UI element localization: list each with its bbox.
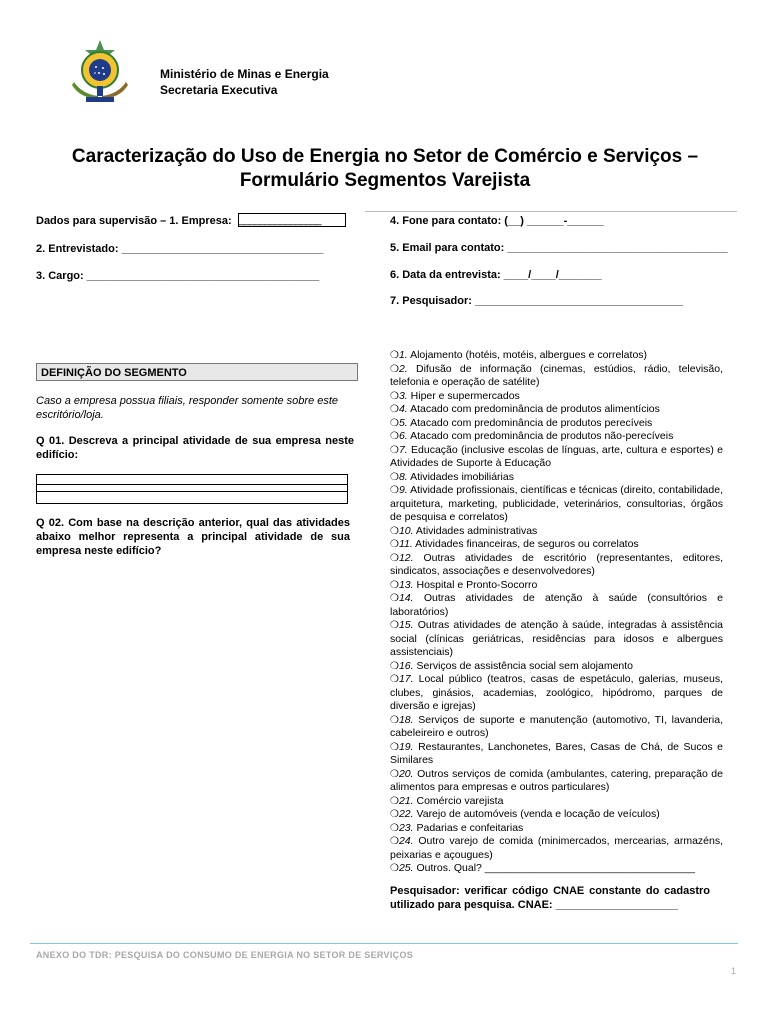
option-label: Atividades imobiliárias xyxy=(410,470,514,483)
activity-option[interactable] xyxy=(390,822,723,836)
radio-circle-icon[interactable]: ❍ xyxy=(390,741,399,753)
option-label: Educação (inclusive escolas de línguas, arte, cultura e esportes) e Atividades de Suporte à Educação xyxy=(390,443,723,469)
radio-circle-icon[interactable]: ❍ xyxy=(390,417,399,429)
radio-circle-icon[interactable]: ❍ xyxy=(390,539,399,550)
radio-circle-icon[interactable]: ❍ xyxy=(390,836,399,847)
radio-circle-icon[interactable]: ❍ xyxy=(390,444,399,456)
option-label: Atacado com predominância de produtos alimentícios xyxy=(410,403,660,415)
option-number: 11. xyxy=(398,538,413,550)
radio-circle-icon[interactable]: ❍ xyxy=(390,552,399,564)
pesquisador-field[interactable]: 7. Pesquisador: __________________________________ xyxy=(390,295,683,307)
answer-line xyxy=(37,491,347,492)
secretariat-name: Secretaria Executiva xyxy=(160,83,278,97)
activity-option[interactable] xyxy=(390,835,723,862)
radio-circle-icon[interactable]: ❍ xyxy=(390,674,399,685)
fone-field[interactable]: 4. Fone para contato: (__) ______-______ xyxy=(390,215,604,227)
title-line-1: Caracterização do Uso de Energia no Setor de Comércio e Serviços – xyxy=(71,146,699,167)
option-label: Difusão de informação (cinemas, estúdios, rádio, televisão, telefonia e operação de satélite) xyxy=(390,362,724,388)
option-number: 15. xyxy=(398,619,414,631)
option-label: Alojamento (hotéis, motéis, albergues e correlatos) xyxy=(410,349,648,361)
option-label: Varejo de automóveis (venda e locação de veículos) xyxy=(416,808,660,820)
option-number: 16. xyxy=(398,659,414,672)
option-label: Atacado com predominância de produtos não-perecíveis xyxy=(410,430,674,442)
activity-option[interactable] xyxy=(390,660,723,674)
option-label: Atividade profissionais, científicas e técnicas (direito, contabilidade, arquitetura, marketing, publicidade, veterinários, consultorias, órgãos de pesquisa e correlatos) xyxy=(390,484,723,523)
option-number: 12. xyxy=(398,551,414,564)
option-number: 23. xyxy=(398,821,414,834)
radio-circle-icon[interactable]: ❍ xyxy=(390,525,399,537)
activity-option[interactable] xyxy=(390,552,723,579)
ministry-header xyxy=(160,66,329,98)
option-number: 22. xyxy=(398,808,414,820)
option-label: Outras atividades de atenção à saúde (consultórios e laboratórios) xyxy=(390,592,723,618)
activity-option[interactable] xyxy=(390,484,723,525)
empresa-label: Dados para supervisão – 1. Empresa: xyxy=(36,214,232,227)
activity-option[interactable] xyxy=(390,538,723,552)
option-label: Serviços de assistência social sem alojamento xyxy=(416,659,634,672)
radio-circle-icon[interactable]: ❍ xyxy=(390,350,399,361)
radio-circle-icon[interactable]: ❍ xyxy=(390,404,399,415)
activity-option[interactable] xyxy=(390,363,723,390)
option-number: 1. xyxy=(398,349,408,361)
activity-option[interactable] xyxy=(390,430,723,444)
footer-text: ANEXO DO TDR: PESQUISA DO CONSUMO DE ENERGIA NO SETOR DE SERVIÇOS xyxy=(36,950,414,960)
segment-note: Caso a empresa possua filiais, responder somente sobre este escritório/loja. xyxy=(36,395,339,421)
footer-rule xyxy=(30,943,738,944)
radio-circle-icon[interactable]: ❍ xyxy=(390,795,399,807)
option-label: Hiper e supermercados xyxy=(410,389,520,402)
ministry-name: Ministério de Minas e Energia xyxy=(160,67,329,81)
option-label: Outras atividades de atenção à saúde, integradas à assistência social (clínicas geriátricas, residências para idosos e albergues assistenciais) xyxy=(390,619,723,658)
option-label: Hospital e Pronto-Socorro xyxy=(416,578,538,591)
option-number: 21. xyxy=(398,794,414,807)
option-number: 19. xyxy=(398,740,414,753)
radio-circle-icon[interactable]: ❍ xyxy=(390,390,399,402)
activity-option[interactable] xyxy=(390,768,723,795)
empresa-input[interactable] xyxy=(238,213,346,227)
option-number: 8. xyxy=(398,470,408,483)
page-title xyxy=(30,145,740,193)
coat-of-arms-logo xyxy=(68,38,132,104)
answer-line xyxy=(37,484,347,485)
activity-option[interactable] xyxy=(390,862,723,876)
activity-option[interactable] xyxy=(390,525,723,539)
activity-option[interactable] xyxy=(390,741,723,768)
radio-circle-icon[interactable]: ❍ xyxy=(390,471,399,483)
activity-option[interactable] xyxy=(390,808,723,822)
activity-option[interactable] xyxy=(390,795,723,809)
option-label: Serviços de suporte e manutenção (automotivo, TI, lavanderia, cabeleireiro e outros) xyxy=(390,713,723,739)
option-number: 2. xyxy=(398,362,408,375)
option-number: 25. xyxy=(398,862,414,874)
activity-option[interactable] xyxy=(390,673,723,714)
option-number: 13. xyxy=(398,578,414,591)
question-q01: Q 01. Descreva a principal atividade de sua empresa neste edifício: xyxy=(36,435,354,461)
activity-option[interactable] xyxy=(390,390,723,404)
empresa-field xyxy=(36,214,346,228)
radio-circle-icon[interactable]: ❍ xyxy=(390,431,399,442)
radio-circle-icon[interactable]: ❍ xyxy=(390,863,399,874)
option-label: Atividades financeiras, de seguros ou correlatos xyxy=(415,538,639,550)
option-number: 20. xyxy=(398,767,414,780)
activity-option[interactable] xyxy=(390,403,723,417)
option-label: Comércio varejista xyxy=(416,794,504,807)
option-label: Outros serviços de comida (ambulantes, catering, preparação de alimentos para empresas e outros particulares) xyxy=(390,767,723,793)
title-line-2: Formulário Segmentos Varejista xyxy=(239,170,531,191)
option-number: 18. xyxy=(398,713,414,726)
radio-circle-icon[interactable]: ❍ xyxy=(390,714,399,726)
radio-circle-icon[interactable]: ❍ xyxy=(390,620,399,631)
option-label: Padarias e confeitarias xyxy=(416,821,524,834)
option-number: 7. xyxy=(398,443,408,456)
option-number: 17. xyxy=(398,673,414,685)
option-number: 14. xyxy=(398,592,414,604)
radio-circle-icon[interactable]: ❍ xyxy=(390,579,399,591)
section-rule xyxy=(365,211,737,212)
radio-circle-icon[interactable]: ❍ xyxy=(390,485,399,496)
radio-circle-icon[interactable]: ❍ xyxy=(390,768,399,780)
option-label: Atividades administrativas xyxy=(415,524,538,537)
activity-option[interactable] xyxy=(390,714,723,741)
radio-circle-icon[interactable]: ❍ xyxy=(390,593,399,604)
activity-option[interactable] xyxy=(390,444,723,471)
radio-circle-icon[interactable]: ❍ xyxy=(390,660,399,672)
option-number: 4. xyxy=(398,403,408,415)
pesquisador-cnae-note: Pesquisador: verificar código CNAE constante do cadastro utilizado para pesquisa. CNAE: ____________________ xyxy=(390,885,710,911)
activity-option[interactable] xyxy=(390,579,723,593)
option-number: 5. xyxy=(398,416,408,429)
option-number: 24. xyxy=(398,835,414,847)
option-number: 9. xyxy=(398,484,408,496)
option-label: Outras atividades de escritório (representantes, editores, sindicatos, associações e desenvolvedores) xyxy=(390,551,723,577)
option-number: 6. xyxy=(398,430,408,442)
question-q02: Q 02. Com base na descrição anterior, qual das atividades abaixo melhor representa a principal atividade de sua empresa neste edifício? xyxy=(36,517,350,557)
radio-circle-icon[interactable]: ❍ xyxy=(390,809,399,820)
activity-option[interactable] xyxy=(390,349,723,363)
option-label: Outros. Qual? ____________________________________ xyxy=(416,862,696,874)
option-label: Local público (teatros, casas de espetáculo, galerias, museus, clubes, ginásios, academias, zoológico, hipódromo, parques de diversão e igrejas) xyxy=(390,673,723,712)
option-number: 3. xyxy=(398,389,408,402)
data-entrevista-field[interactable]: 6. Data da entrevista: ____/____/_______ xyxy=(390,269,602,281)
empresa-value: ________________ xyxy=(238,214,321,226)
activity-options-list xyxy=(390,349,723,876)
segment-heading: DEFINIÇÃO DO SEGMENTO xyxy=(36,363,358,381)
page-number: 1 xyxy=(730,966,736,976)
activity-option[interactable] xyxy=(390,417,723,431)
option-number: 10. xyxy=(398,524,414,537)
email-field[interactable]: 5. Email para contato: ____________________________________ xyxy=(390,242,728,254)
option-label: Restaurantes, Lanchonetes, Bares, Casas de Chá, de Sucos e Similares xyxy=(390,740,723,766)
option-label: Outro varejo de comida (minimercados, mercearias, armazéns, peixarias e açougues) xyxy=(390,835,723,861)
cargo-field[interactable]: 3. Cargo: ______________________________________ xyxy=(36,270,320,282)
q01-answer-box[interactable] xyxy=(36,474,348,504)
activity-option[interactable] xyxy=(390,471,723,485)
radio-circle-icon[interactable]: ❍ xyxy=(390,363,399,375)
option-label: Atacado com predominância de produtos perecíveis xyxy=(410,416,653,429)
activity-option[interactable] xyxy=(390,619,723,660)
radio-circle-icon[interactable]: ❍ xyxy=(390,822,399,834)
entrevistado-field[interactable]: 2. Entrevistado: _________________________________ xyxy=(36,243,324,255)
activity-option[interactable] xyxy=(390,592,723,619)
